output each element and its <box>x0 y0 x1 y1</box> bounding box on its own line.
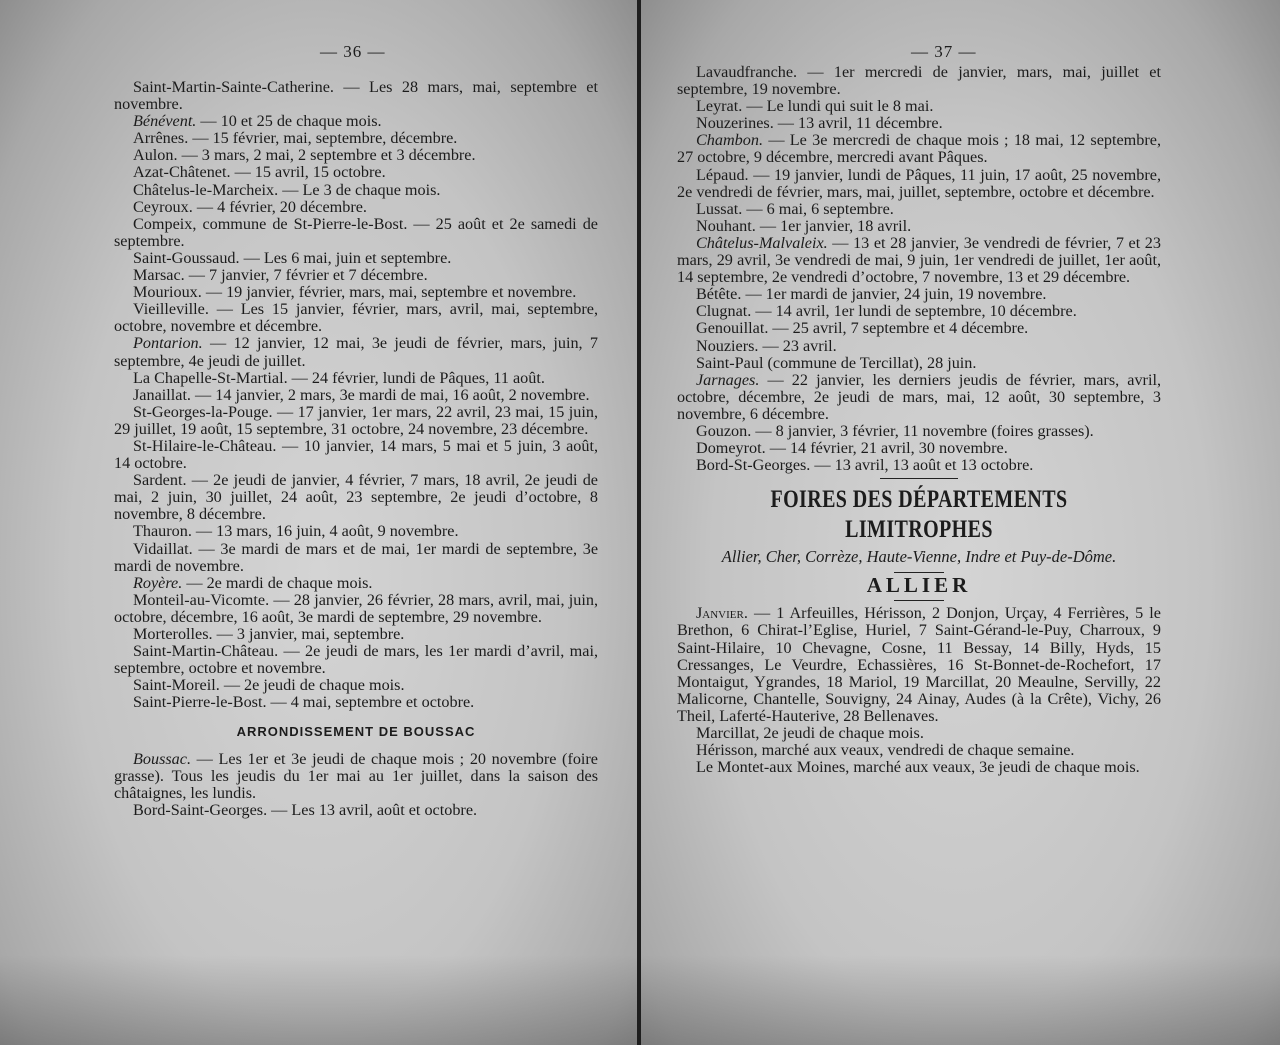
fair-entry <box>677 286 1161 303</box>
fair-entry <box>114 267 598 284</box>
department-heading: ALLIER <box>866 573 972 598</box>
fair-entry <box>114 370 598 387</box>
fair-dates: Nouziers. — 23 avril. <box>696 336 837 355</box>
fair-dates: Thauron. — 13 mars, 16 juin, 4 août, 9 novembre. <box>133 522 459 541</box>
place-name: Bénévent. <box>133 112 197 131</box>
fair-dates: La Chapelle-St-Martial. — 24 février, lundi de Pâques, 11 août. <box>133 368 545 387</box>
fair-entry <box>114 284 598 301</box>
fair-dates: Lavaudfranche. — 1er mercredi de janvier, mars, mai, juillet et septembre, 19 novembre. <box>677 63 1161 99</box>
fair-entry <box>114 79 598 113</box>
separator-rule <box>894 600 944 601</box>
fair-dates: St-Hilaire-le-Château. — 10 janvier, 14 mars, 5 mai et 5 juin, 3 août, 14 octobre. <box>114 436 598 473</box>
fair-dates: Azat-Châtenet. — 15 avril, 15 octobre. <box>133 163 386 182</box>
fair-dates: Châtelus-le-Marcheix. — Le 3 de chaque mois. <box>133 180 441 199</box>
fair-dates: Nouhant. — 1er janvier, 18 avril. <box>696 216 912 235</box>
fair-dates: Clugnat. — 14 avril, 1er lundi de septembre, 10 décembre. <box>696 302 1077 321</box>
fair-entry <box>114 199 598 216</box>
fair-dates: Nouzerines. — 13 avril, 11 décembre. <box>696 114 943 133</box>
fair-dates: — 10 et 25 de chaque mois. <box>196 112 382 131</box>
fair-entry <box>114 677 598 694</box>
fair-entry <box>114 301 598 335</box>
fair-dates: Bord-Saint-Georges. — Les 13 avril, août et octobre. <box>133 800 478 819</box>
fair-dates: Saint-Martin-Château. — 2e jeudi de mars, les 1er mardi d’avril, mai, septembre, octobre et novembre. <box>114 642 598 678</box>
fair-entry <box>114 216 598 250</box>
fair-entry <box>114 643 598 677</box>
fair-entry <box>114 335 598 369</box>
fair-dates: Morterolles. — 3 janvier, mai, septembre. <box>133 625 405 643</box>
fair-entry <box>677 423 1161 440</box>
place-name: Janvier. <box>696 604 748 623</box>
fair-entry <box>677 440 1161 457</box>
section-title: FOIRES DES DÉPARTEMENTS LIMITROPHES <box>770 486 1068 544</box>
fair-dates: Domeyrot. — 14 février, 21 avril, 30 novembre. <box>696 439 1008 458</box>
fair-dates: Bord-St-Georges. — 13 avril, 13 août et 13 octobre. <box>696 456 1034 475</box>
fair-dates: Vidaillat. — 3e mardi de mars et de mai, 1er mardi de septembre, 3e mardi de novembre. <box>114 539 598 575</box>
fair-dates: Leyrat. — Le lundi qui suit le 8 mai. <box>696 97 934 116</box>
left-page <box>0 0 637 1045</box>
separator-rule <box>880 478 958 479</box>
fair-dates: Saint-Goussaud. — Les 6 mai, juin et septembre. <box>133 248 452 267</box>
fair-dates: Arrênes. — 15 février, mai, septembre, décembre. <box>133 129 458 148</box>
fair-dates: — 1 Arfeuilles, Hérisson, 2 Donjon, Urçay, 4 Ferrières, 5 le Brethon, 6 Chirat-l’Eglise, Huriel, 7 Saint-Gérand-le-Puy, Charroux, 9 Saint-Hilaire, 10 Chevagne, Cosne, 11 Bessay, 14 Billy, Hyds, 15 Cressanges, Le Veurdre, Echassières, 16 St-Bonnet-de-Rochefort, 17 Montaigut, Ygrandes, 18 Mariol, 19 Marcillat, 20 Meaulne, Servilly, 22 Malicorne, Chantelle, Souvigny, 24 Ainay, Audes (à la Crête), Vichy, 26 Theil, Laferté-Hauterive, 28 Bellenaves. <box>677 604 1161 725</box>
fair-entry <box>114 250 598 267</box>
fair-dates: Janaillat. — 14 janvier, 2 mars, 3e mardi de mai, 16 août, 2 novembre. <box>133 385 590 404</box>
fair-dates: — 12 janvier, 12 mai, 3e jeudi de février, mars, juin, 7 septembre, 4e jeudi de juillet. <box>114 334 598 370</box>
fair-entry <box>114 387 598 404</box>
fair-entry <box>114 404 598 438</box>
fair-entry <box>677 98 1161 115</box>
fair-entry <box>677 64 1161 98</box>
fair-dates: Saint-Pierre-le-Bost. — 4 mai, septembre et octobre. <box>133 693 475 712</box>
fair-entry <box>114 472 598 523</box>
fair-dates: — 2e mardi de chaque mois. <box>182 573 373 592</box>
place-name: Pontarion. <box>133 334 203 353</box>
fair-entry <box>677 303 1161 320</box>
fair-entry <box>114 130 598 147</box>
fair-entry <box>677 320 1161 337</box>
page-number: — 37 — <box>911 42 977 61</box>
fair-list-boussac <box>114 751 598 819</box>
fair-dates: Lussat. — 6 mai, 6 septembre. <box>696 199 894 218</box>
fair-entry <box>114 523 598 540</box>
fair-dates: — 22 janvier, les derniers jeudis de février, mars, avril, octobre, décembre, 2e jeudi de mars, mai, 12 août, 30 septembre, 3 novembre, 6 décembre. <box>677 370 1161 423</box>
fair-dates: Genouillat. — 25 avril, 7 septembre et 4 décembre. <box>696 319 1029 338</box>
page-number: — 36 — <box>320 42 386 61</box>
fair-entry <box>114 694 598 711</box>
place-name: Royère. <box>133 573 183 592</box>
fair-entry <box>677 132 1161 166</box>
fair-entry <box>677 201 1161 218</box>
fair-entry <box>114 751 598 802</box>
fair-dates: — Le 3e mercredi de chaque mois ; 18 mai, 12 septembre, 27 octobre, 9 décembre, mercredi avant Pâques. <box>677 131 1161 167</box>
fair-dates: Aulon. — 3 mars, 2 mai, 2 septembre et 3 décembre. <box>133 146 476 165</box>
fair-entry <box>114 626 598 643</box>
fair-entry <box>114 802 598 819</box>
fair-entry <box>114 592 598 626</box>
fair-entry <box>677 218 1161 235</box>
fair-entry <box>114 575 598 592</box>
fair-entry <box>677 235 1161 286</box>
fair-entry <box>114 182 598 199</box>
fair-dates: — Les 1er et 3e jeudi de chaque mois ; 20 novembre (foire grasse). Tous les jeudis du 1er mai au 1er juillet, dans la saison des châtaignes, les lundis. <box>114 749 598 802</box>
fair-dates: Hérisson, marché aux veaux, vendredi de chaque semaine. <box>696 741 1075 760</box>
fair-dates: Lépaud. — 19 janvier, lundi de Pâques, 11 juin, 17 août, 25 novembre, 2e vendredi de février, mars, mai, juillet, septembre, octobre et décembre. <box>677 165 1161 201</box>
fair-dates: Saint-Moreil. — 2e jeudi de chaque mois. <box>133 676 405 695</box>
place-name: Chambon. <box>696 131 764 150</box>
fair-entry <box>677 167 1161 201</box>
fair-dates: Vieilleville. — Les 15 janvier, février, mars, avril, mai, septembre, octobre, novembre et décembre. <box>114 300 598 336</box>
fair-entry <box>114 541 598 575</box>
fair-dates: Sardent. — 2e jeudi de janvier, 4 février, 7 mars, 18 avril, 2e jeudi de mai, 2 juin, 30 juillet, 24 août, 23 septembre, 2e jeudi d’octobre, 8 novembre, 8 décembre. <box>114 471 598 524</box>
place-name: Jarnages. <box>696 370 760 389</box>
fair-entry <box>677 457 1161 474</box>
fair-entry <box>677 725 1161 742</box>
fair-dates: Marcillat, 2e jeudi de chaque mois. <box>696 724 924 742</box>
fair-entry <box>677 605 1161 725</box>
fair-dates: Monteil-au-Vicomte. — 28 janvier, 26 février, 28 mars, avril, mai, juin, octobre, décembre, 16 août, 3e mardi de septembre, 29 novembre. <box>114 590 598 626</box>
fair-list-allier <box>677 605 1161 776</box>
fair-entry <box>677 115 1161 132</box>
fair-entry <box>114 164 598 181</box>
section-subtitle: Allier, Cher, Corrèze, Haute-Vienne, Indre et Puy-de-Dôme. <box>721 547 1117 567</box>
fair-dates: Le Montet-aux Moines, marché aux veaux, 3e jeudi de chaque mois. <box>696 758 1140 777</box>
fair-entry <box>114 113 598 130</box>
fair-entry <box>114 147 598 164</box>
fair-dates: Gouzon. — 8 janvier, 3 février, 11 novembre (foires grasses). <box>696 421 1094 440</box>
fair-entry <box>677 338 1161 355</box>
left-page-text <box>114 79 598 819</box>
right-page <box>641 0 1280 1045</box>
fair-list <box>677 64 1161 474</box>
fair-list <box>114 79 598 711</box>
fair-entry <box>677 355 1161 372</box>
fair-dates: Saint-Paul (commune de Tercillat), 28 juin. <box>696 353 977 372</box>
fair-dates: Marsac. — 7 janvier, 7 février et 7 décembre. <box>133 266 428 285</box>
fair-entry <box>114 438 598 472</box>
fair-entry <box>677 759 1161 776</box>
section-heading: ARRONDISSEMENT DE BOUSSAC <box>236 724 476 740</box>
fair-dates: St-Georges-la-Pouge. — 17 janvier, 1er mars, 22 avril, 23 mai, 15 juin, 29 juillet, 19 août, 15 septembre, 31 octobre, 24 novembre, 23 décembre. <box>114 402 598 438</box>
place-name: Boussac. <box>133 749 191 768</box>
fair-entry <box>677 742 1161 759</box>
fair-entry <box>677 372 1161 423</box>
fair-dates: Ceyroux. — 4 février, 20 décembre. <box>133 197 367 216</box>
right-page-text <box>677 64 1161 776</box>
fair-dates: Compeix, commune de St-Pierre-le-Bost. — 25 août et 2e samedi de septembre. <box>114 214 598 250</box>
fair-dates: Saint-Martin-Sainte-Catherine. — Les 28 mars, mai, septembre et novembre. <box>114 78 598 114</box>
place-name: Châtelus-Malvaleix. <box>696 233 828 252</box>
fair-dates: — 13 et 28 janvier, 3e vendredi de février, 7 et 23 mars, 29 avril, 3e vendredi de mai, 9 juin, 1er vendredi de juillet, 1er août, 14 septembre, 2e vendredi d’octobre, 7 novembre, 13 et 29 décembre. <box>677 233 1161 287</box>
fair-dates: Bétête. — 1er mardi de janvier, 24 juin, 19 novembre. <box>696 285 1047 304</box>
fair-dates: Mourioux. — 19 janvier, février, mars, mai, septembre et novembre. <box>133 283 577 302</box>
